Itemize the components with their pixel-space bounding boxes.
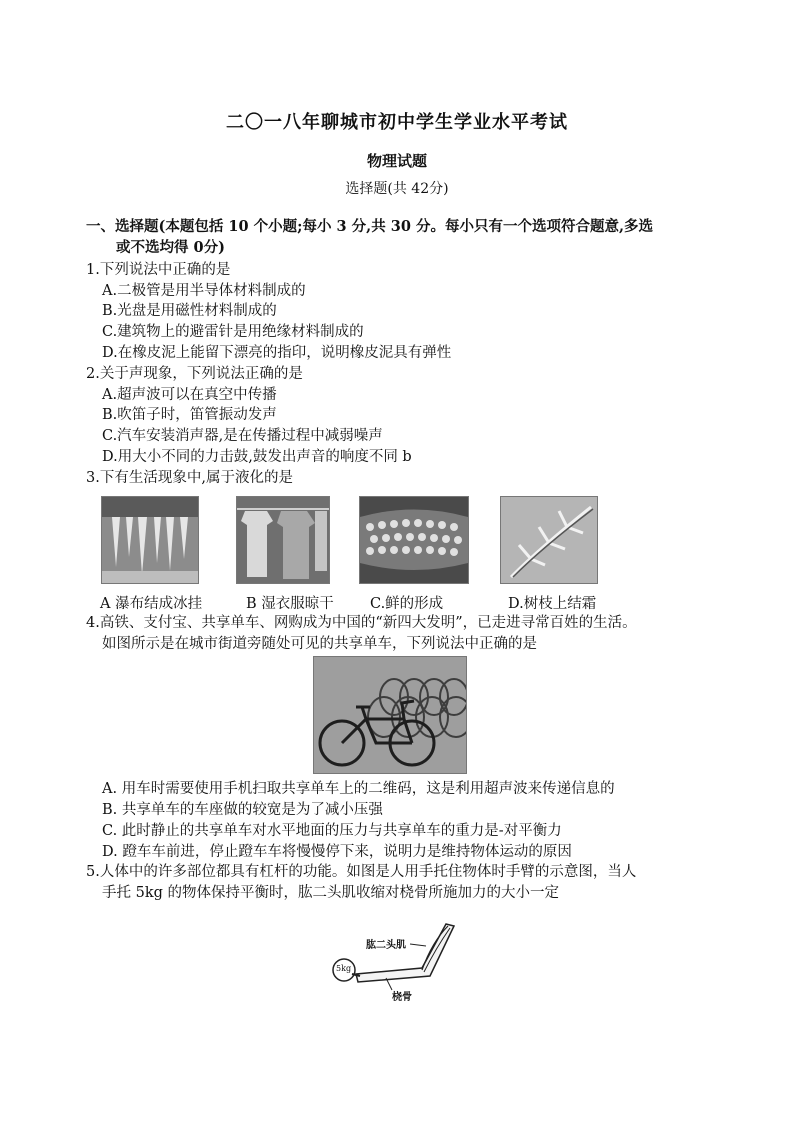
question-3-stem: 3.下有生活现象中,属于液化的是 <box>86 470 293 486</box>
photo-dew-drops <box>359 496 469 584</box>
photo-drying-clothes <box>236 496 330 584</box>
label-radius: 桡骨 <box>392 992 412 1003</box>
label-biceps: 肱二头肌 <box>366 940 406 951</box>
exam-title: 二〇一八年聊城市初中学生学业水平考试 <box>226 112 568 133</box>
question-2-option-b: B.吹笛子时，笛管振动发声 <box>102 407 277 423</box>
question-4-stem-line2: 如图所示是在城市街道旁随处可见的共享单车，下列说法中正确的是 <box>102 636 537 652</box>
exam-subtitle: 物理试题 <box>366 152 427 170</box>
question-4-option-d: D. 蹬车车前进，停止蹬车车将慢慢停下来，说明力是维持物体运动的原因 <box>102 844 572 860</box>
photo-frosted-branch <box>500 496 598 584</box>
section-heading-line2: 或不选均得 0分) <box>116 239 225 256</box>
label-weight: 5kg <box>336 964 352 973</box>
caption-d: D.树枝上结霜 <box>508 596 597 612</box>
photo-icicles <box>101 496 199 584</box>
caption-c: C.鲜的形成 <box>370 596 444 612</box>
question-1-option-c: C.建筑物上的避雷针是用绝缘材料制成的 <box>102 324 364 340</box>
section-heading-line1: 一、选择题(本题包括 10 个小题;每小 3 分,共 30 分。每小只有一个选项符合题意,多选 <box>86 218 654 235</box>
arm-diagram <box>326 918 476 1002</box>
photo-shared-bikes <box>313 656 467 774</box>
question-5-stem-line1: 5.人体中的许多部位都具有杠杆的功能。如图是人用手托住物体时手臂的示意图，当人 <box>86 864 637 880</box>
question-4-option-b: B. 共享单车的车座做的较宽是为了减小压强 <box>102 802 383 818</box>
question-4-option-a: A. 用车时需要使用手机扫取共享单车上的二维码，这是利用超声波来传递信息的 <box>102 781 615 797</box>
question-2-option-d: D.用大小不同的力击鼓,鼓发出声音的响度不同 b <box>102 449 412 465</box>
question-2-stem: 2.关于声现象，下列说法正确的是 <box>86 366 303 382</box>
question-1-option-a: A.二极管是用半导体材料制成的 <box>102 283 306 299</box>
section-heading <box>86 216 726 258</box>
exam-part-label: 选择题(共 42分) <box>345 181 449 197</box>
question-5-stem-line2: 手托 5kg 的物体保持平衡时，肱二头肌收缩对桡骨所施加力的大小一定 <box>102 885 560 901</box>
question-4-option-c: C. 此时静止的共享单车对水平地面的压力与共享单车的重力是-对平衡力 <box>102 823 562 839</box>
question-2-option-c: C.汽车安装消声器,是在传播过程中减弱噪声 <box>102 428 383 444</box>
question-1-option-d: D.在橡皮泥上能留下漂亮的指印，说明橡皮泥具有弹性 <box>102 345 452 361</box>
caption-b: B 湿衣服晾干 <box>246 596 334 612</box>
question-1-option-b: B.光盘是用磁性材料制成的 <box>102 303 277 319</box>
question-2-option-a: A.超声波可以在真空中传播 <box>102 387 277 403</box>
question-1-stem: 1.下列说法中正确的是 <box>86 262 231 278</box>
question-4-stem-line1: 4.高铁、支付宝、共享单车、网购成为中国的“新四大发明”，已走进寻常百姓的生活。 <box>86 615 637 631</box>
caption-a: A 瀑布结成冰挂 <box>100 596 203 612</box>
